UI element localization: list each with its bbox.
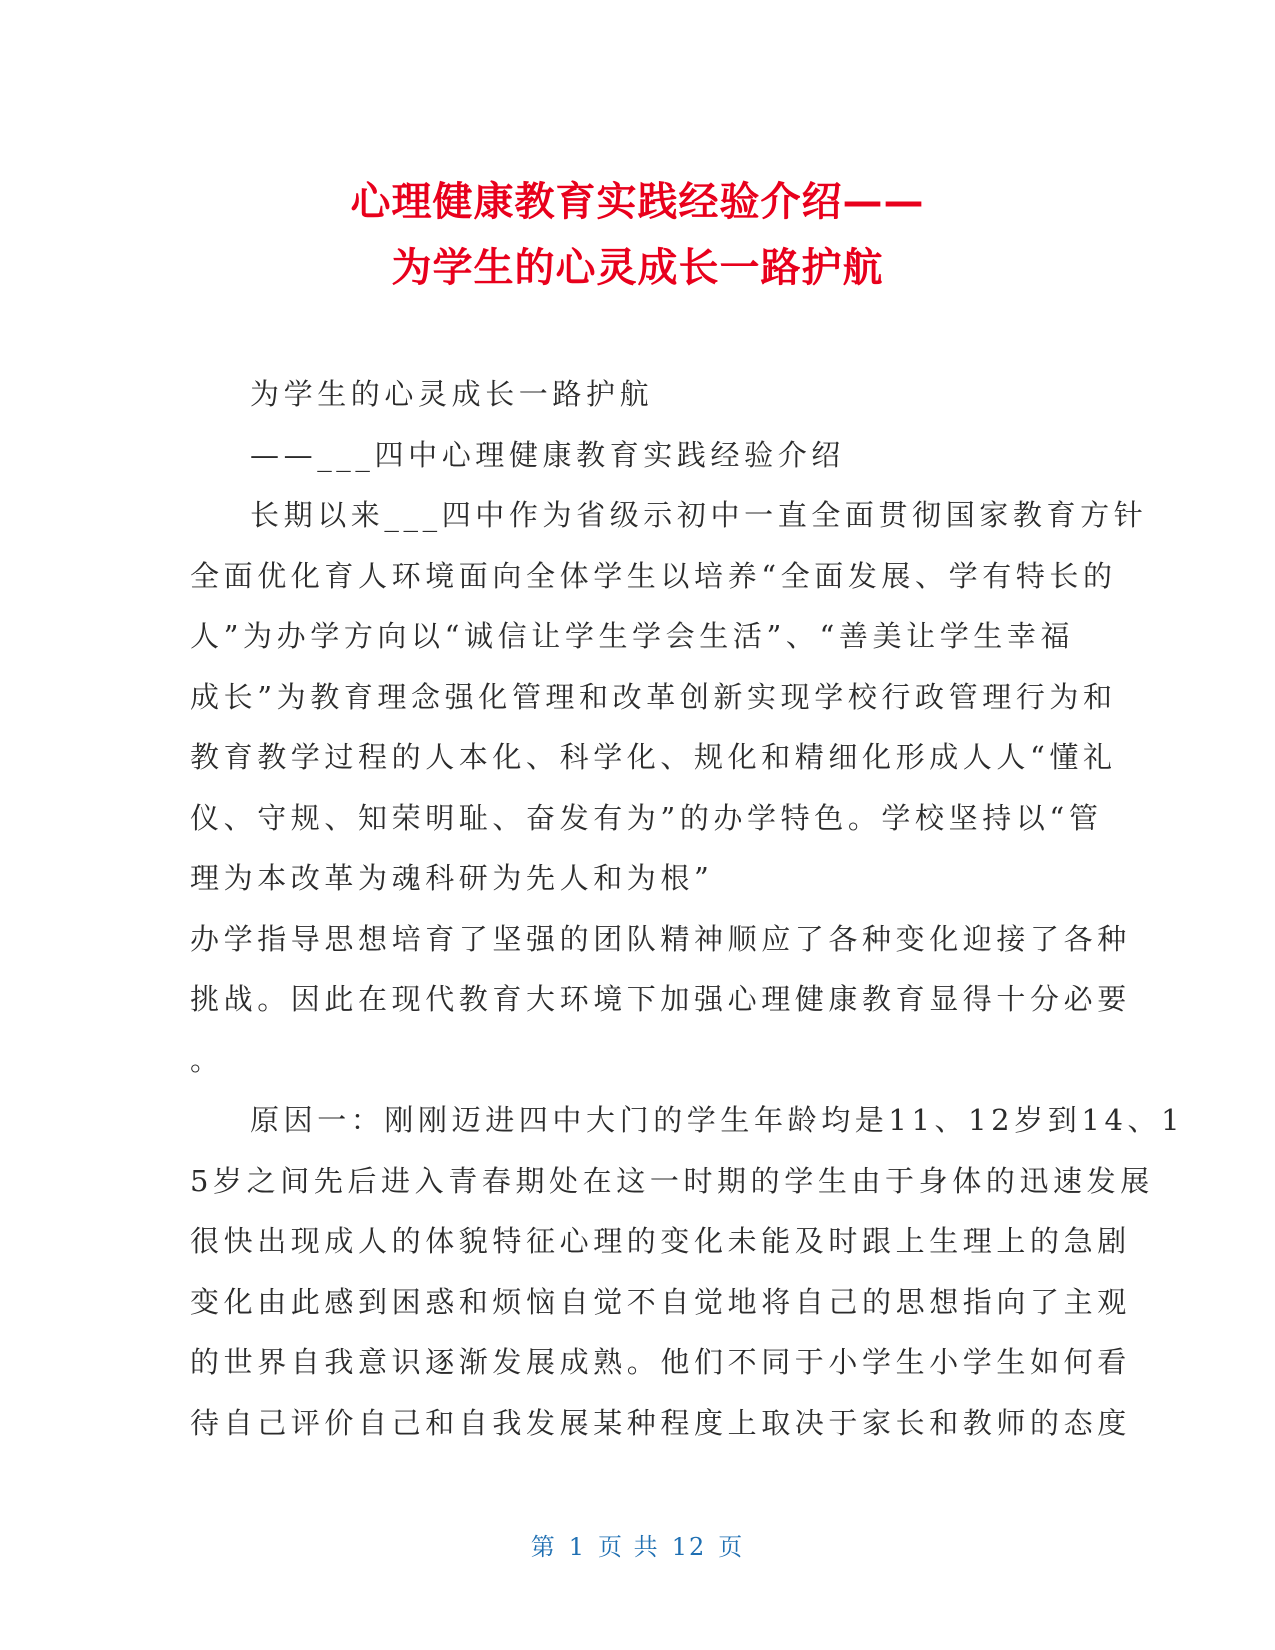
document-title-line-2: 为学生的心灵成长一路护航 <box>391 245 884 291</box>
paragraph-line: 变化由此感到困惑和烦恼自觉不自觉地将自己的思想指向了主观 <box>190 1284 1131 1319</box>
paragraph-line: 教育教学过程的人本化、科学化、规化和精细化形成人人“懂礼 <box>190 740 1117 774</box>
paragraph-line: 挑战。因此在现代教育大环境下加强心理健康教育显得十分必要 <box>190 982 1131 1016</box>
paragraph-line: 很快出现成人的体貌特征心理的变化未能及时跟上生理上的急剧 <box>190 1224 1131 1258</box>
paragraph-line: 仪、守规、知荣明耻、奋发有为”的办学特色。学校坚持以“管 <box>190 800 1103 835</box>
document-body <box>190 364 1185 1453</box>
footer-page-number: 1 <box>568 1533 587 1561</box>
document-title-line-1: 心理健康教育实践经验介绍—— <box>350 179 925 225</box>
footer-suffix: 页 <box>718 1533 745 1561</box>
paragraph-line: 长期以来___四中作为省级示初中一直全面贯彻国家教育方针 <box>250 498 1148 532</box>
paragraph-line: 办学指导思想培育了坚强的团队精神顺应了各种变化迎接了各种 <box>190 921 1131 956</box>
paragraph-line: 全面优化育人环境面向全体学生以培养“全面发展、学有特长的 <box>190 558 1117 593</box>
subtitle-line: ——___四中心理健康教育实践经验介绍 <box>250 437 845 472</box>
paragraph-line: 人”为办学方向以“诚信让学生学会生活”、“善美让学生幸福 <box>190 619 1075 653</box>
subtitle-line: 为学生的心灵成长一路护航 <box>250 377 654 411</box>
footer-total-pages: 12 <box>671 1533 707 1561</box>
paragraph-line: 原因一：刚刚迈进四中大门的学生年龄均是11、12岁到14、1 <box>250 1103 1185 1137</box>
page-footer <box>0 1527 1275 1562</box>
paragraph-line: 待自己评价自己和自我发展某种程度上取决于家长和教师的态度 <box>190 1405 1131 1440</box>
paragraph-line: 理为本改革为魂科研为先人和为根” <box>190 861 714 895</box>
footer-prefix: 第 <box>530 1533 557 1561</box>
paragraph-line: 5岁之间先后进入青春期处在这一时期的学生由于身体的迅速发展 <box>190 1163 1154 1198</box>
paragraph-line: 。 <box>190 1042 224 1077</box>
footer-middle: 页 共 <box>598 1533 660 1561</box>
paragraph-line: 的世界自我意识逐渐发展成熟。他们不同于小学生小学生如何看 <box>190 1345 1131 1379</box>
paragraph-line: 成长”为教育理念强化管理和改革创新实现学校行政管理行为和 <box>190 679 1117 714</box>
